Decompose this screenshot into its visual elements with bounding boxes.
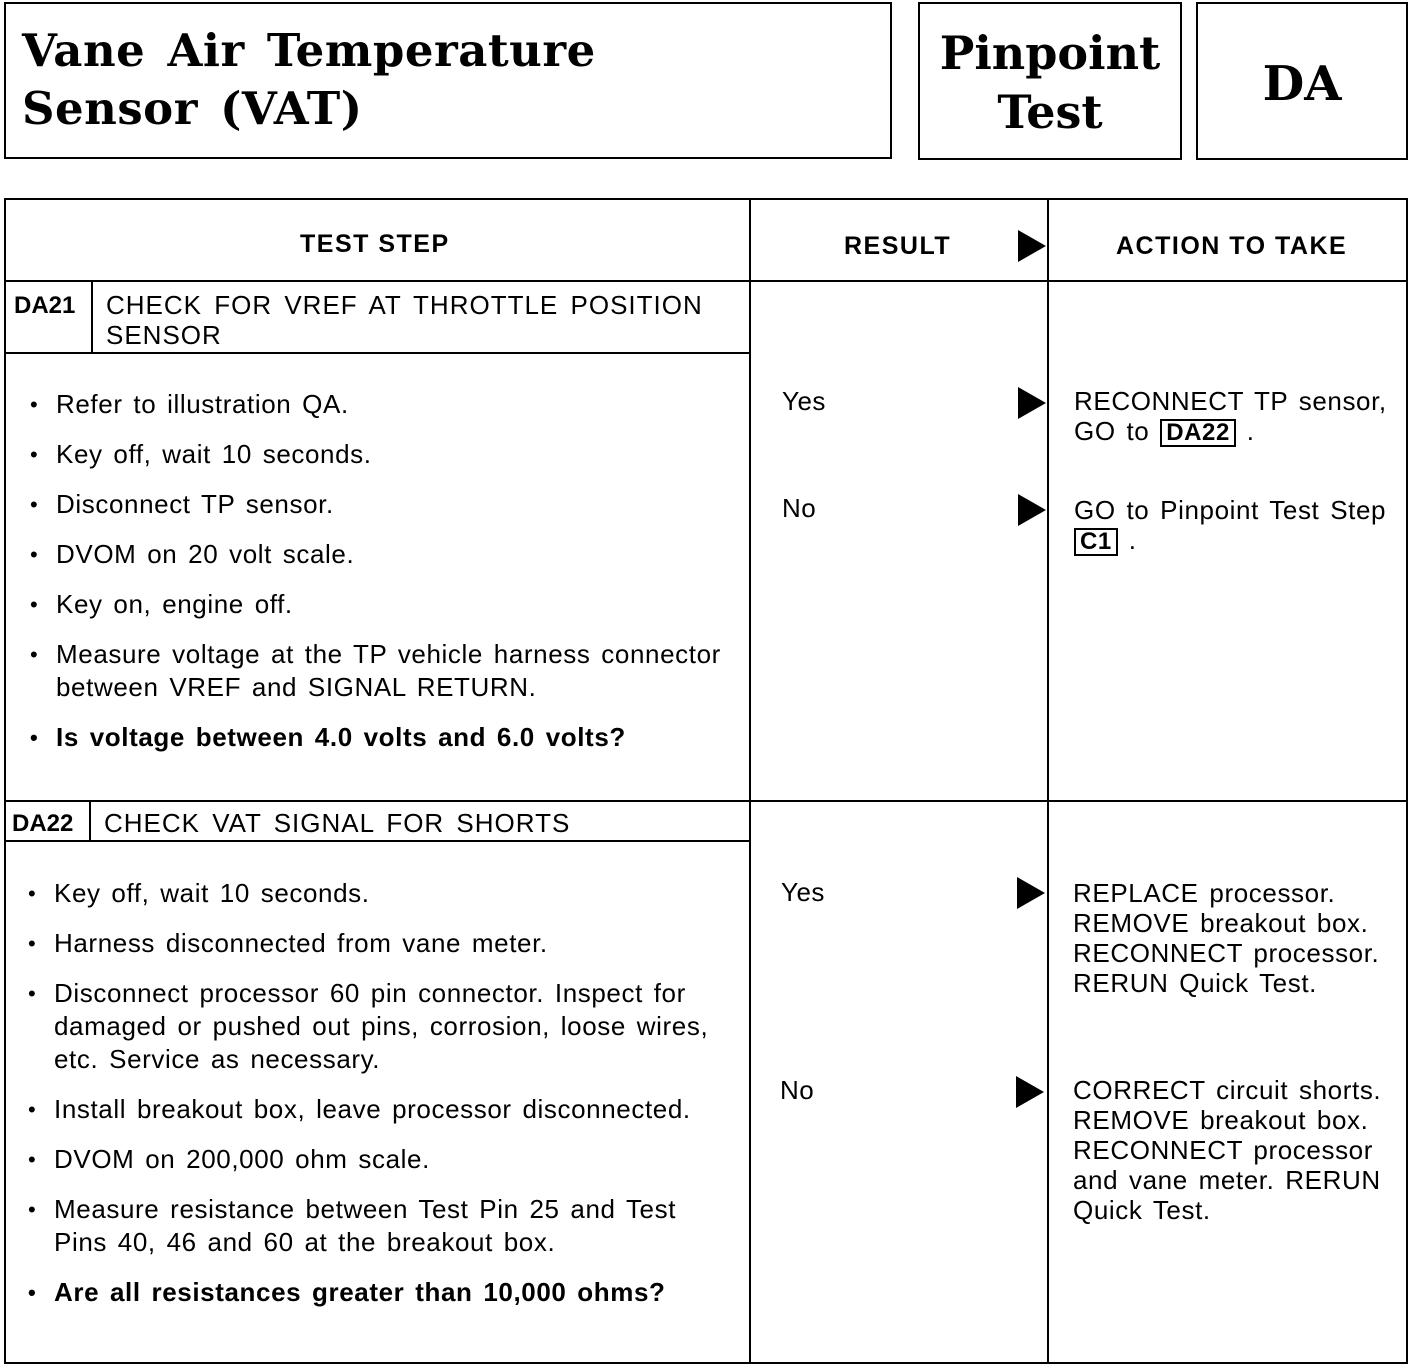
step-title: CHECK VAT SIGNAL FOR SHORTS <box>104 808 571 838</box>
bullet-item: • Harness disconnected from vane meter. <box>28 927 732 960</box>
bullet-item: • Measure voltage at the TP vehicle harness connector between VREF and SIGNAL RETURN. <box>30 638 730 704</box>
bullet-item: • Key on, engine off. <box>30 588 730 621</box>
header-action: ACTION TO TAKE <box>1116 232 1348 260</box>
result-no: No <box>780 1075 815 1105</box>
bullet-item: • Disconnect processor 60 pin connector. Inspect for damaged or pushed out pins, corrosion, loose wires, etc. Service as necessary. <box>28 977 732 1076</box>
test-type-label <box>920 24 1180 142</box>
test-type-line-2: Test <box>997 85 1103 139</box>
action-no <box>1074 495 1394 556</box>
step-title-divider <box>6 840 749 842</box>
bullet-item: • Measure resistance between Test Pin 25 and Test Pins 40, 46 and 60 at the breakout box. <box>28 1193 732 1259</box>
action-text: . <box>1128 525 1137 555</box>
step-id: DA22 <box>12 810 74 837</box>
step-divider <box>6 800 1406 802</box>
column-divider <box>1047 200 1049 1362</box>
step-id-divider <box>91 282 93 352</box>
header-result: RESULT <box>844 232 952 260</box>
bullet-item: • Key off, wait 10 seconds. <box>30 438 730 471</box>
column-divider <box>749 200 751 1362</box>
action-yes: REPLACE processor. REMOVE breakout box. RECONNECT processor. RERUN Quick Test. <box>1073 878 1380 998</box>
test-code: DA <box>1262 56 1342 112</box>
step-title: CHECK FOR VREF AT THROTTLE POSITION SENSOR <box>106 290 703 350</box>
step-bullets <box>28 877 732 1309</box>
page-title <box>22 22 596 138</box>
step-id-divider <box>89 802 91 840</box>
bullet-item: • DVOM on 20 volt scale. <box>30 538 730 571</box>
arrow-right-icon <box>1017 877 1045 909</box>
result-no: No <box>782 493 817 523</box>
test-type-line-1: Pinpoint <box>939 26 1161 80</box>
header-test-step: TEST STEP <box>300 230 450 258</box>
action-no: CORRECT circuit shorts. REMOVE breakout box. RECONNECT processor and vane meter. RERUN Quick Test. <box>1073 1075 1382 1225</box>
bullet-question: • Are all resistances greater than 10,000 ohms? <box>28 1276 732 1309</box>
bullet-item: • Disconnect TP sensor. <box>30 488 730 521</box>
action-text: GO to Pinpoint Test Step <box>1074 495 1387 525</box>
arrow-right-icon <box>1018 230 1046 262</box>
pinpoint-test-table <box>4 198 1408 1364</box>
bullet-item: • Key off, wait 10 seconds. <box>28 877 732 910</box>
bullet-item: • Install breakout box, leave processor disconnected. <box>28 1093 732 1126</box>
title-box <box>4 2 892 159</box>
test-type-box <box>918 2 1182 160</box>
bullet-item: • DVOM on 200,000 ohm scale. <box>28 1143 732 1176</box>
result-yes: Yes <box>782 386 826 416</box>
step-reference: DA22 <box>1160 419 1236 447</box>
step-bullets <box>30 388 730 754</box>
action-text: RECONNECT TP sensor, GO to <box>1074 386 1387 446</box>
step-id: DA21 <box>14 292 76 319</box>
result-yes: Yes <box>781 877 825 907</box>
header-divider <box>6 280 1406 282</box>
arrow-right-icon <box>1018 387 1046 419</box>
step-reference: C1 <box>1074 528 1118 556</box>
bullet-question: • Is voltage between 4.0 volts and 6.0 volts? <box>30 721 730 754</box>
arrow-right-icon <box>1018 494 1046 526</box>
bullet-item: • Refer to illustration QA. <box>30 388 730 421</box>
title-line-1: Vane Air Temperature <box>22 24 596 77</box>
arrow-right-icon <box>1016 1076 1044 1108</box>
title-line-2: Sensor (VAT) <box>22 82 363 135</box>
test-code-box <box>1196 2 1408 160</box>
action-yes <box>1074 386 1394 447</box>
action-text: . <box>1246 416 1255 446</box>
step-title-divider <box>6 352 749 354</box>
